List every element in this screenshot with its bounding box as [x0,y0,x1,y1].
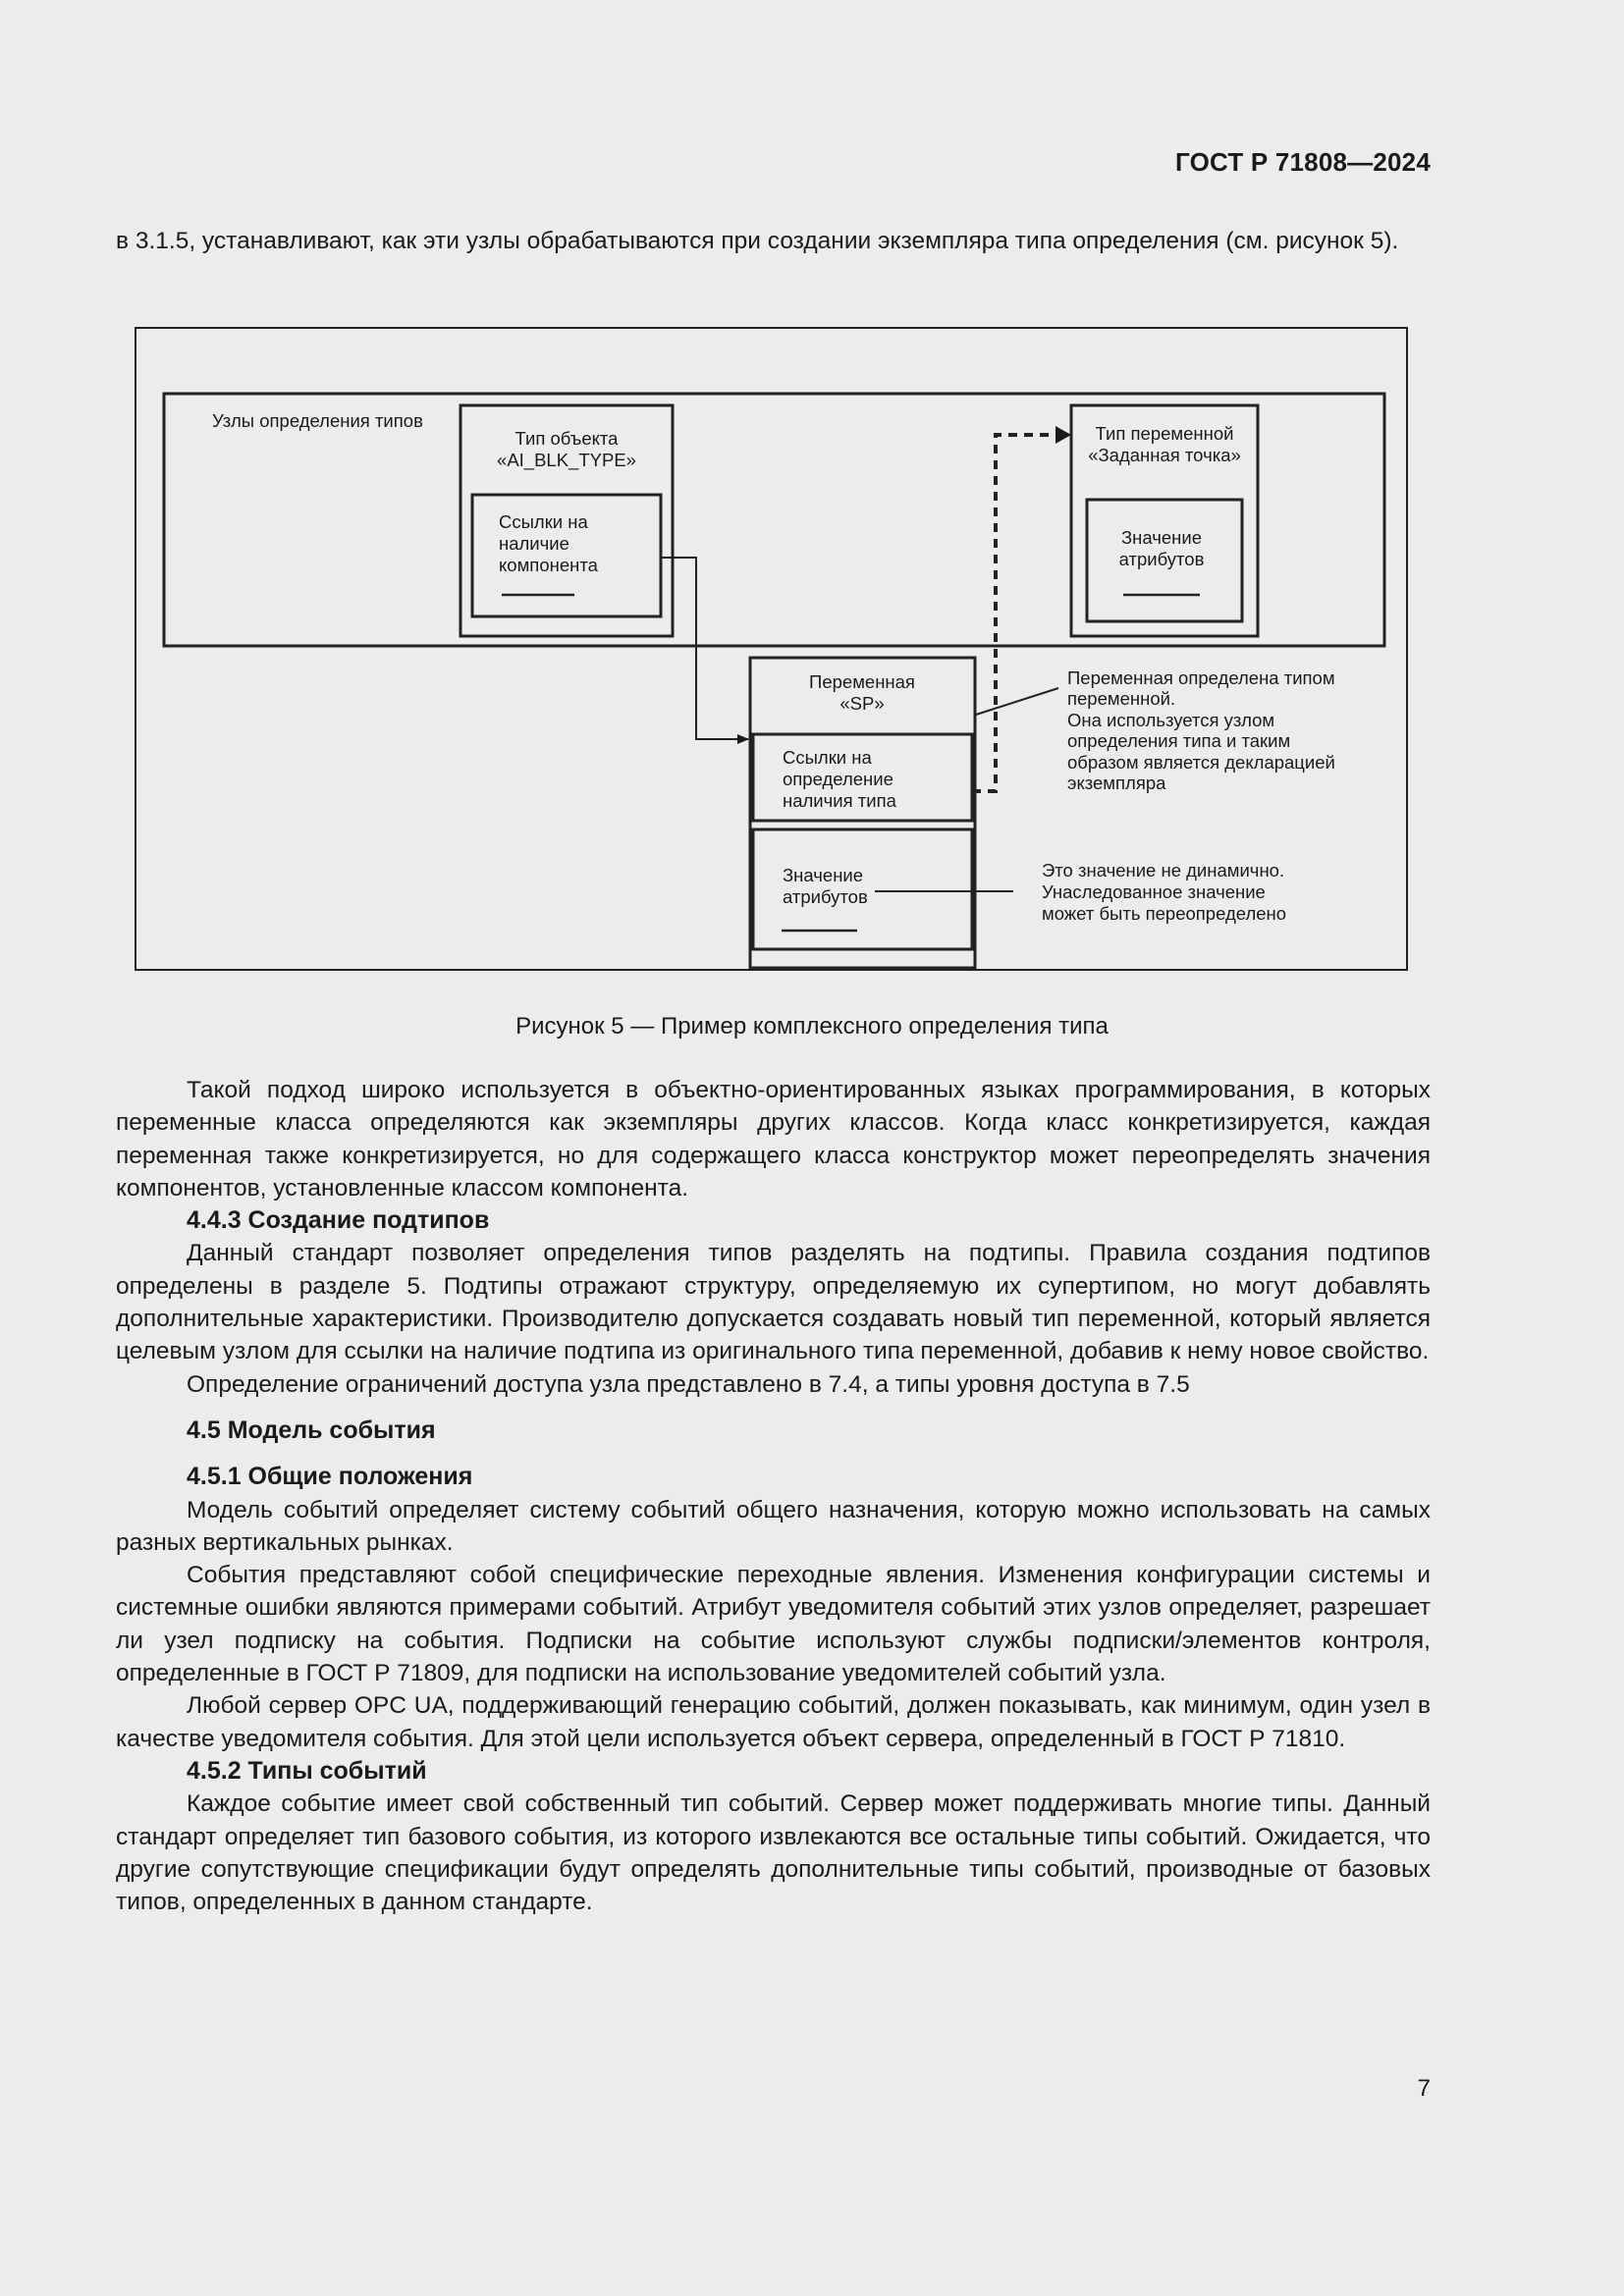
type-def-refs-label-1: Ссылки на [783,747,872,768]
type-definition-dashed-arrow [972,435,1057,791]
paragraph-event-types: Каждое событие имеет свой собственный тип событий. Сервер может поддерживать многие типы. Данный стандарт определяет тип базового события, из которого извлекаются все остальные типы событий. Ожидается, что другие сопутствующие спецификации будут определять дополнительные типы событий, производные от базовых типов, определенных в данном стандарте. [116,1790,1431,1916]
object-type-label-1: Тип объекта [514,428,619,449]
paragraph-subtypes: Данный стандарт позволяет определения типов разделять на подтипы. Правила создания подтипов определены в разделе 5. Подтипы отражают структуру, определяемую их супертипом, но могут добавлять дополнительные характеристики. Производителю допускается создавать новый тип переменной, который является целевым узлом для ссылки на наличие подтипа из оригинального типа переменной, добавив к нему новое свойство. [116,1240,1431,1365]
page-number: 7 [1417,2075,1431,2102]
figure-5 [135,327,1408,971]
document-id: ГОСТ Р 71808—2024 [1175,147,1431,177]
component-refs-label-1: Ссылки на [499,511,588,532]
annotation-value [1042,860,1286,924]
sp-attr-label-2: атрибутов [783,886,868,907]
intro-paragraph: в 3.1.5, устанавливают, как эти узлы обрабатываются при создании экземпляра типа определения (см. рисунок 5). [116,228,1399,254]
svg-text:Унаследованное значение: Унаследованное значение [1042,881,1266,902]
variable-sp-label-2: «SP» [839,693,885,714]
variable-type-label-2: «Заданная точка» [1088,445,1241,465]
sp-attr-label-1: Значение [783,865,864,885]
paragraph-event-model: Модель событий определяет систему событий общего назначения, которую можно использовать на самых разных вертикальных рынках. [116,1496,1431,1556]
svg-text:образом является декларацией: образом является декларацией [1067,752,1335,773]
paragraph-access-restrictions: Определение ограничений доступа узла представлено в 7.4, а типы уровня доступа в 7.5 [187,1370,1190,1398]
svg-text:Она используется узлом: Она используется узлом [1067,710,1275,730]
component-refs-label-3: компонента [499,555,598,575]
svg-text:может быть переопределено: может быть переопределено [1042,903,1287,924]
paragraph-oop-approach: Такой подход широко используется в объектно-ориентированных языках программирования, в которых переменные класса определяются как экземпляры других классов. Когда класс конкретизируется, каждая переменная также конкретизируется, но для содержащего класса конструктор может переопределять значения компонентов, установленные классом компонента. [116,1077,1431,1201]
type-def-refs-label-2: определение [783,769,893,789]
variable-type-attr-label-1: Значение [1120,527,1203,548]
svg-text:определения типа и таким: определения типа и таким [1067,730,1291,751]
svg-text:Это значение не динамично.: Это значение не динамично. [1042,860,1285,881]
object-type-label-2: «AI_BLK_TYPE» [497,450,636,470]
variable-type-label-1: Тип переменной [1095,423,1234,444]
type-definition-nodes-label: Узлы определения типов [212,410,423,431]
annotation-variable [1067,667,1335,793]
paragraph-opc-ua-server: Любой сервер OPC UA, поддерживающий генерацию событий, должен показывать, как минимум, один узел в качестве уведомителя события. Для этой цели используется объект сервера, определенный в ГОСТ Р 71810. [116,1692,1431,1752]
heading-4-5-2: 4.5.2 Типы событий [187,1756,427,1785]
heading-4-5: 4.5 Модель события [187,1415,436,1444]
variable-sp-label-1: Переменная [809,671,915,692]
paragraph-events: События представляют собой специфические переходные явления. Изменения конфигурации системы и системные ошибки являются примерами событий. Атрибут уведомителя событий этих узлов определяет, разрешает ли узел подписку на события. Подписки на событие используют службы подписки/элементов контроля, определенные в ГОСТ Р 71809, для подписки на использование уведомителей событий узла. [116,1562,1431,1687]
type-def-refs-label-3: наличия типа [783,790,896,811]
svg-text:переменной.: переменной. [1067,688,1176,709]
type-definition-arrowhead [1056,426,1071,444]
svg-text:экземпляра: экземпляра [1067,773,1166,793]
heading-4-4-3: 4.4.3 Создание подтипов [187,1206,490,1235]
heading-4-5-1: 4.5.1 Общие положения [187,1463,473,1491]
svg-text:Переменная определена типом: Переменная определена типом [1067,667,1335,688]
body-text [116,1074,1431,1918]
figure-caption: Рисунок 5 — Пример комплексного определения типа [515,1013,1109,1040]
variable-type-attr-label-2: атрибутов [1118,549,1205,569]
component-refs-label-2: наличие [499,533,569,554]
annotation-variable-pointer [976,688,1058,715]
type-definition-diagram [136,329,1410,973]
